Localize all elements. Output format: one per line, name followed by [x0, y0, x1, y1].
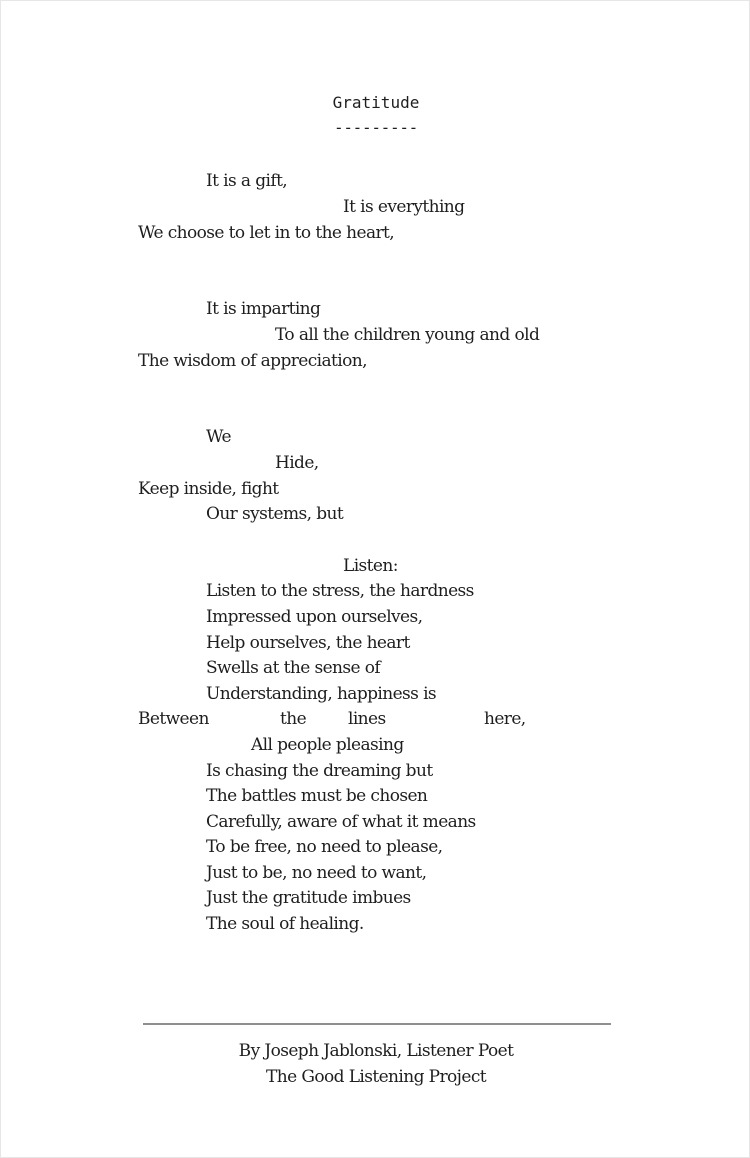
- stanza2-line2: To all the children young and old: [275, 325, 540, 345]
- between-word-4: here,: [484, 709, 526, 729]
- stanza4-line8: The battles must be chosen: [206, 786, 428, 806]
- stanza2-line3: The wisdom of appreciation,: [138, 351, 367, 371]
- stanza1-line2: It is everything: [343, 197, 465, 217]
- stanza4-line10: To be free, no need to please,: [206, 837, 443, 857]
- stanza1-line3: We choose to let in to the heart,: [138, 223, 395, 243]
- stanza2-line1: It is imparting: [206, 299, 321, 319]
- between-word-3: lines: [348, 709, 386, 729]
- author-credit: By Joseph Jablonski, Listener Poet: [238, 1041, 514, 1061]
- stanza4-listen: Listen:: [343, 556, 398, 576]
- between-word-2: the: [280, 709, 307, 729]
- stanza3-line2: Hide,: [275, 453, 319, 473]
- stanza4-line12: Just the gratitude imbues: [206, 888, 411, 908]
- stanza4-line2: Impressed upon ourselves,: [206, 607, 423, 627]
- stanza3-line3: Keep inside, fight: [138, 479, 279, 499]
- stanza4-line11: Just to be, no need to want,: [206, 863, 427, 883]
- footer-divider: [143, 1023, 611, 1025]
- stanza4-line3: Help ourselves, the heart: [206, 633, 410, 653]
- stanza3-line1: We: [206, 427, 231, 447]
- project-credit: The Good Listening Project: [266, 1067, 486, 1087]
- title-underline: ---------: [334, 118, 418, 137]
- stanza4-line4: Swells at the sense of: [206, 658, 381, 678]
- stanza4-line13: The soul of healing.: [206, 914, 364, 934]
- stanza4-line5: Understanding, happiness is: [206, 684, 437, 704]
- stanza4-line7: Is chasing the dreaming but: [206, 761, 433, 781]
- poem-title: Gratitude: [332, 93, 420, 112]
- stanza4-line9: Carefully, aware of what it means: [206, 812, 476, 832]
- stanza4-line6: All people pleasing: [251, 735, 404, 755]
- stanza3-line4: Our systems, but: [206, 504, 344, 524]
- stanza1-line1: It is a gift,: [206, 171, 288, 191]
- between-word-1: Between: [138, 709, 209, 729]
- stanza4-line1: Listen to the stress, the hardness: [206, 581, 474, 601]
